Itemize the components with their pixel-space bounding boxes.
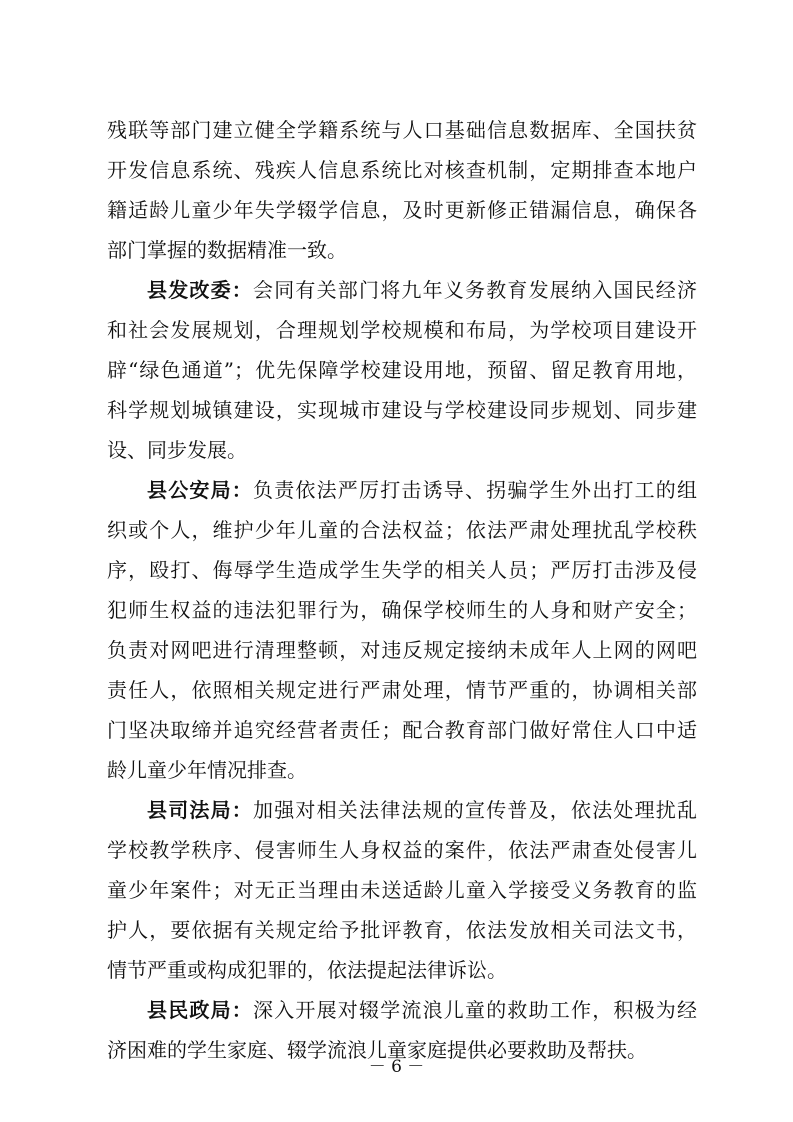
department-heading: 县民政局： bbox=[147, 998, 253, 1022]
body-line: 门坚决取缔并追究经营者责任；配合教育部门做好常住人口中适 bbox=[107, 718, 697, 742]
body-line: 责任人，依照相关规定进行严肃处理，情节严重的，协调相关部 bbox=[107, 678, 697, 702]
body-line: 和社会发展规划，合理规划学校规模和布局，为学校项目建设开 bbox=[107, 318, 697, 342]
department-heading: 县公安局： bbox=[147, 478, 253, 502]
body-line: 情节严重或构成犯罪的，依法提起法律诉讼。 bbox=[107, 958, 507, 982]
body-line: 设、同步发展。 bbox=[107, 438, 247, 462]
body-line: 童少年案件；对无正当理由未送适龄儿童入学接受义务教育的监 bbox=[107, 878, 697, 902]
body-line: 科学规划城镇建设，实现城市建设与学校建设同步规划、同步建 bbox=[107, 398, 697, 422]
paragraph-first-line: 县公安局：负责依法严厉打击诱导、拐骗学生外出打工的组 bbox=[147, 478, 697, 502]
department-heading: 县司法局： bbox=[147, 798, 253, 822]
body-line: 序，殴打、侮辱学生造成学生失学的相关人员；严厉打击涉及侵 bbox=[107, 558, 697, 582]
body-line: 龄儿童少年情况排查。 bbox=[107, 758, 307, 782]
paragraph-first-line: 县发改委：会同有关部门将九年义务教育发展纳入国民经济 bbox=[147, 278, 697, 302]
body-line: 残联等部门建立健全学籍系统与人口基础信息数据库、全国扶贫 bbox=[107, 118, 697, 142]
body-line: 籍适龄儿童少年失学辍学信息，及时更新修正错漏信息，确保各 bbox=[107, 198, 697, 222]
body-line: 开发信息系统、残疾人信息系统比对核查机制，定期排查本地户 bbox=[107, 158, 697, 182]
body-line: 织或个人，维护少年儿童的合法权益；依法严肃处理扰乱学校秩 bbox=[107, 518, 697, 542]
body-line: 犯师生权益的违法犯罪行为，确保学校师生的人身和财产安全； bbox=[107, 598, 697, 622]
body-line: 护人，要依据有关规定给予批评教育，依法发放相关司法文书， bbox=[107, 918, 697, 942]
department-heading: 县发改委： bbox=[147, 278, 253, 302]
paragraph-first-line: 县民政局：深入开展对辍学流浪儿童的救助工作，积极为经 bbox=[147, 998, 697, 1022]
body-line: 学校教学秩序、侵害师生人身权益的案件，依法严肃查处侵害儿 bbox=[107, 838, 697, 862]
body-line: 部门掌握的数据精准一致。 bbox=[107, 238, 347, 262]
page-number: － 6 － bbox=[368, 1057, 425, 1077]
body-line: 辟“绿色通道”；优先保障学校建设用地，预留、留足教育用地， bbox=[107, 358, 697, 382]
body-line: 济困难的学生家庭、辍学流浪儿童家庭提供必要救助及帮扶。 bbox=[107, 1038, 647, 1062]
body-line: 负责对网吧进行清理整顿，对违反规定接纳未成年人上网的网吧 bbox=[107, 638, 697, 662]
paragraph-first-line: 县司法局：加强对相关法律法规的宣传普及，依法处理扰乱 bbox=[147, 798, 697, 822]
